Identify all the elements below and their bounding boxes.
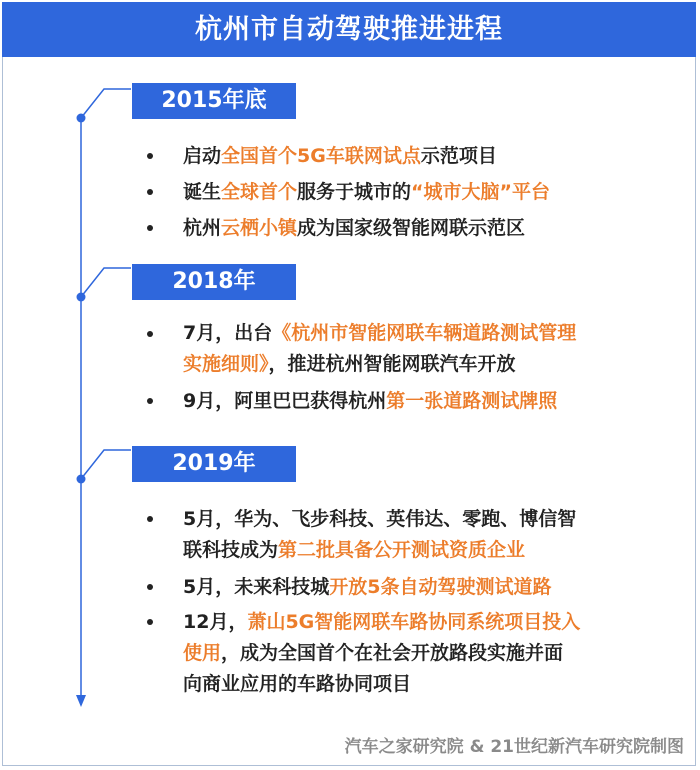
event-text-line	[183, 607, 673, 638]
event-text-line	[183, 177, 673, 208]
highlight-text: 全球首个	[221, 181, 298, 203]
event-item	[183, 572, 673, 603]
event-text: 示范项目	[420, 145, 497, 167]
event-text-line	[183, 572, 673, 603]
event-text: 9月，阿里巴巴获得杭州	[183, 390, 387, 412]
timeline-arrow-icon	[76, 695, 86, 707]
event-item	[183, 607, 673, 700]
timeline-node-2019	[77, 475, 86, 484]
event-item	[183, 213, 673, 244]
event-text-line	[183, 213, 673, 244]
event-text-line	[183, 504, 673, 535]
event-text: ，推进杭州智能网联汽车开放	[268, 353, 516, 375]
event-text: 服务于城市的	[297, 181, 412, 203]
highlight-text: 萧山5G智能网联车路协同系统项目投入	[247, 611, 581, 633]
highlight-text: 实施细则》	[183, 353, 269, 375]
event-item	[183, 386, 673, 417]
year-label-2019: 2019年	[132, 446, 296, 482]
year-label-2015: 2015年底	[132, 83, 296, 119]
event-text-line	[183, 349, 673, 380]
timeline-node-2015	[77, 114, 86, 123]
event-text-line	[183, 669, 673, 700]
bullet-dot	[147, 398, 153, 404]
highlight-text: 使用	[183, 642, 222, 664]
year-label-2018: 2018年	[132, 264, 296, 300]
event-text: 启动	[183, 145, 222, 167]
event-text: 联科技成为	[183, 539, 279, 561]
timeline-connector-2019	[81, 450, 131, 479]
timeline-connector-2015	[81, 89, 131, 118]
highlight-text: “城市大脑”平台	[411, 181, 551, 203]
event-item	[183, 504, 673, 566]
event-text: 诞生	[183, 181, 222, 203]
highlight-text: 第一张道路测试牌照	[386, 390, 558, 412]
event-item	[183, 177, 673, 208]
page-title: 杭州市自动驾驶推进进程	[2, 2, 696, 57]
bullet-dot	[147, 189, 153, 195]
timeline-node-2018	[77, 293, 86, 302]
highlight-text: 第二批具备公开测试资质企业	[278, 539, 526, 561]
bullet-dot	[147, 225, 153, 231]
event-text-line	[183, 141, 673, 172]
event-text-line	[183, 386, 673, 417]
highlight-text: 《杭州市智能网联车辆道路测试管理	[272, 322, 577, 344]
highlight-text: 开放5条自动驾驶测试道路	[329, 576, 552, 598]
event-text: 杭州	[183, 217, 222, 239]
event-text: 12月，	[183, 611, 248, 633]
event-text-line	[183, 318, 673, 349]
event-text: ，成为全国首个在社会开放路段实施并面	[221, 642, 564, 664]
source-credit: 汽车之家研究院 & 21世纪新汽车研究院制图	[344, 737, 684, 757]
highlight-text: 全国首个5G车联网试点	[221, 145, 421, 167]
event-text: 向商业应用的车路协同项目	[183, 673, 412, 695]
event-text: 5月，未来科技城	[183, 576, 330, 598]
bullet-dot	[147, 619, 153, 625]
event-text: 5月，华为、飞步科技、英伟达、零跑、博信智	[183, 508, 577, 530]
bullet-dot	[147, 153, 153, 159]
event-text-line	[183, 638, 673, 669]
bullet-dot	[147, 516, 153, 522]
bullet-dot	[147, 584, 153, 590]
bullet-dot	[147, 331, 153, 337]
event-text: 成为国家级智能网联示范区	[297, 217, 526, 239]
highlight-text: 云栖小镇	[221, 217, 298, 239]
event-text-line	[183, 535, 673, 566]
timeline-connector-2018	[81, 268, 131, 297]
event-item	[183, 141, 673, 172]
event-item	[183, 318, 673, 380]
event-text: 7月，出台	[183, 322, 273, 344]
